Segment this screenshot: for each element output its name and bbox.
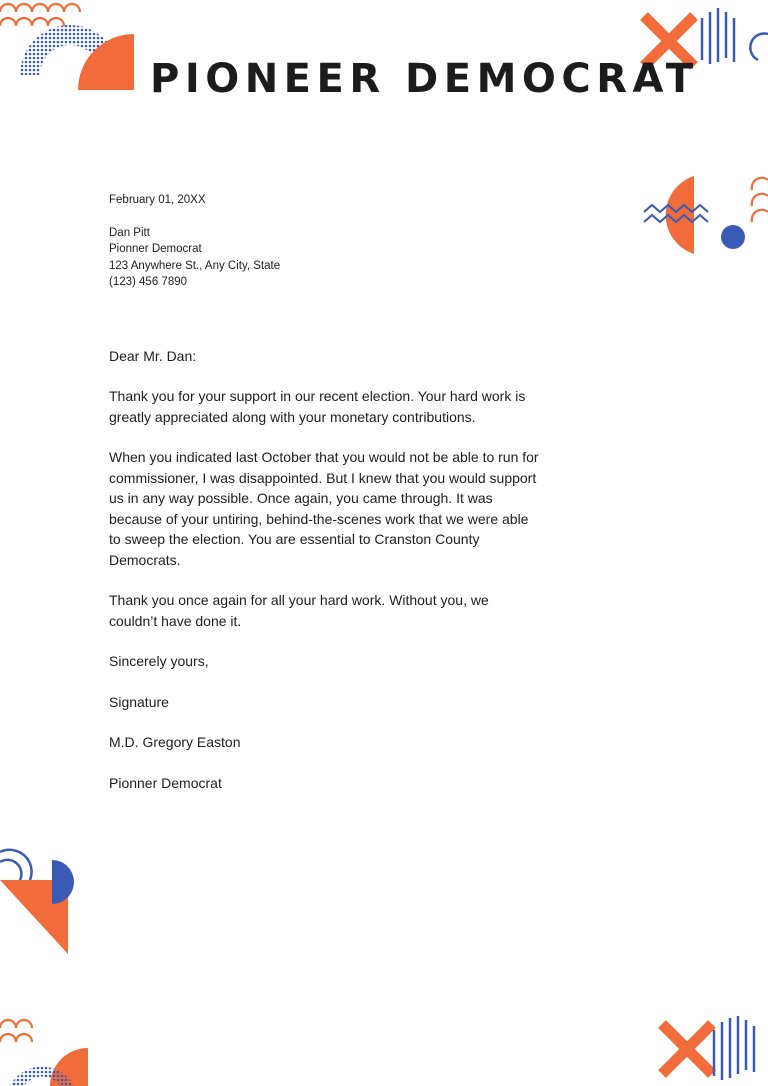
page-title: PIONEER DEMOCRAT [150, 56, 699, 102]
paragraph-2: When you indicated last October that you would not be able to run for commissioner, I was disappointed. But I knew that you would support us in any way possible. Once again, you came through. It was because of your untiring, behind-the-scenes work that we were able to sweep the election. You are essential to Cranston County Democrats. [109, 449, 539, 568]
sender-organization: Pionner Democrat [109, 774, 222, 791]
paragraph-3: Thank you once again for all your hard work. Without you, we couldn’t have done it. [109, 592, 489, 629]
orange-half-circle-icon [666, 176, 694, 254]
bottom-left-decoration [0, 1010, 95, 1086]
closing: Sincerely yours, [109, 653, 209, 669]
blue-arcs-icon [0, 850, 32, 880]
top-left-decoration [0, 0, 140, 95]
orange-x-icon [662, 1024, 712, 1074]
wave-lines-icon [0, 1020, 32, 1042]
right-middle-decoration [640, 172, 768, 262]
paragraph-1: Thank you for your support in our recent election. Your hard work is greatly appreciated along with your monetary contributions. [109, 388, 526, 425]
signature: Signature [109, 693, 169, 710]
blue-lines-icon [702, 8, 734, 64]
letter-date: February 01, 20XX [109, 194, 206, 206]
recipient-organization: Pionner Democrat [109, 243, 202, 255]
orange-arcs-icon [752, 178, 768, 222]
sender-name: M.D. Gregory Easton [109, 734, 241, 750]
wave-lines-icon [0, 4, 80, 26]
recipient-address: 123 Anywhere St., Any City, State [109, 259, 281, 272]
blue-dot-icon [721, 225, 745, 249]
blue-arc-icon [750, 34, 768, 60]
blue-lines-icon [714, 1016, 754, 1080]
salutation: Dear Mr. Dan: [109, 347, 197, 364]
left-lower-decoration [0, 840, 90, 960]
blue-half-circle-icon [52, 860, 74, 904]
recipient-phone: (123) 456 7890 [109, 276, 188, 288]
letter-body [109, 192, 539, 813]
bottom-right-decoration [654, 1010, 768, 1086]
recipient-block [109, 225, 539, 291]
recipient-name: Dan Pitt [109, 226, 150, 239]
